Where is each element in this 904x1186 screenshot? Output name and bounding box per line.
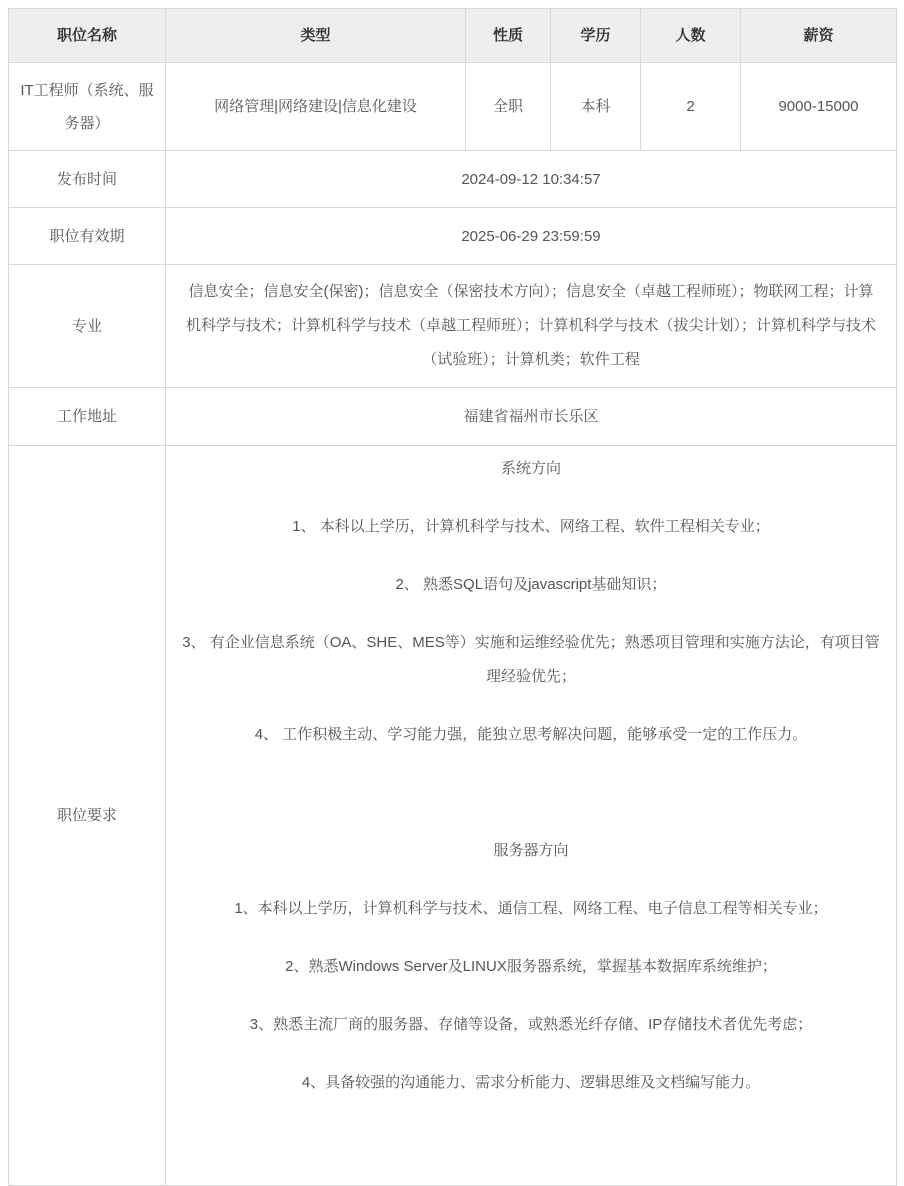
validity-value: 2025-06-29 23:59:59 [166, 208, 897, 265]
requirement-paragraph: 2、 熟悉SQL语句及javascript基础知识； [395, 576, 667, 593]
requirements-paragraphs [176, 452, 886, 1100]
requirement-paragraph: 4、具备较强的沟通能力、需求分析能力、逻辑思维及文档编写能力。 [301, 1074, 761, 1091]
header-position-name: 职位名称 [9, 9, 166, 63]
job-headcount: 2 [641, 63, 741, 151]
header-type: 类型 [166, 9, 466, 63]
requirement-paragraph: 1、 本科以上学历，计算机科学与技术、网络工程、软件工程相关专业； [292, 518, 770, 535]
majors-row [9, 265, 897, 388]
requirements-row [9, 446, 897, 1186]
validity-row [9, 208, 897, 265]
header-education: 学历 [551, 9, 641, 63]
requirement-paragraph: 3、 有企业信息系统（OA、SHE、MES等）实施和运维经验优先；熟悉项目管理和实施方法论，有项目管理经验优先； [182, 634, 880, 685]
job-detail-table [8, 8, 897, 1186]
validity-label: 职位有效期 [9, 208, 166, 265]
requirements-value [166, 446, 897, 1186]
requirement-paragraph: 3、熟悉主流厂商的服务器、存储等设备，或熟悉光纤存储、IP存储技术者优先考虑； [249, 1016, 813, 1033]
requirement-paragraph: 1、本科以上学历，计算机科学与技术、通信工程、网络工程、电子信息工程等相关专业； [234, 900, 828, 917]
requirements-label: 职位要求 [9, 446, 166, 1186]
header-salary: 薪资 [741, 9, 897, 63]
header-nature: 性质 [466, 9, 551, 63]
address-row [9, 388, 897, 446]
address-value: 福建省福州市长乐区 [166, 388, 897, 446]
requirement-paragraph: 服务器方向 [493, 842, 569, 859]
address-label: 工作地址 [9, 388, 166, 446]
job-education: 本科 [551, 63, 641, 151]
publish-time-row [9, 151, 897, 208]
job-type: 网络管理|网络建设|信息化建设 [166, 63, 466, 151]
majors-value: 信息安全；信息安全(保密)；信息安全（保密技术方向）；信息安全（卓越工程师班）；物联网工程；计算机科学与技术；计算机科学与技术（卓越工程师班）；计算机科学与技术（拔尖计划）；计算机科学与技术（试验班）；计算机类；软件工程 [166, 265, 897, 388]
requirement-paragraph: 2、熟悉Windows Server及LINUX服务器系统，掌握基本数据库系统维护； [285, 958, 777, 975]
requirement-paragraph [176, 776, 886, 810]
job-summary-row [9, 63, 897, 151]
job-detail-page [8, 8, 896, 1125]
requirement-paragraph: 4、 工作积极主动、学习能力强，能独立思考解决问题，能够承受一定的工作压力。 [254, 726, 808, 743]
publish-time-value: 2024-09-12 10:34:57 [166, 151, 897, 208]
majors-label: 专业 [9, 265, 166, 388]
job-salary: 9000-15000 [741, 63, 897, 151]
job-name: IT工程师（系统、服务器） [9, 63, 166, 151]
table-header-row [9, 9, 897, 63]
requirement-paragraph: 系统方向 [500, 460, 561, 477]
header-headcount: 人数 [641, 9, 741, 63]
job-nature: 全职 [466, 63, 551, 151]
publish-time-label: 发布时间 [9, 151, 166, 208]
